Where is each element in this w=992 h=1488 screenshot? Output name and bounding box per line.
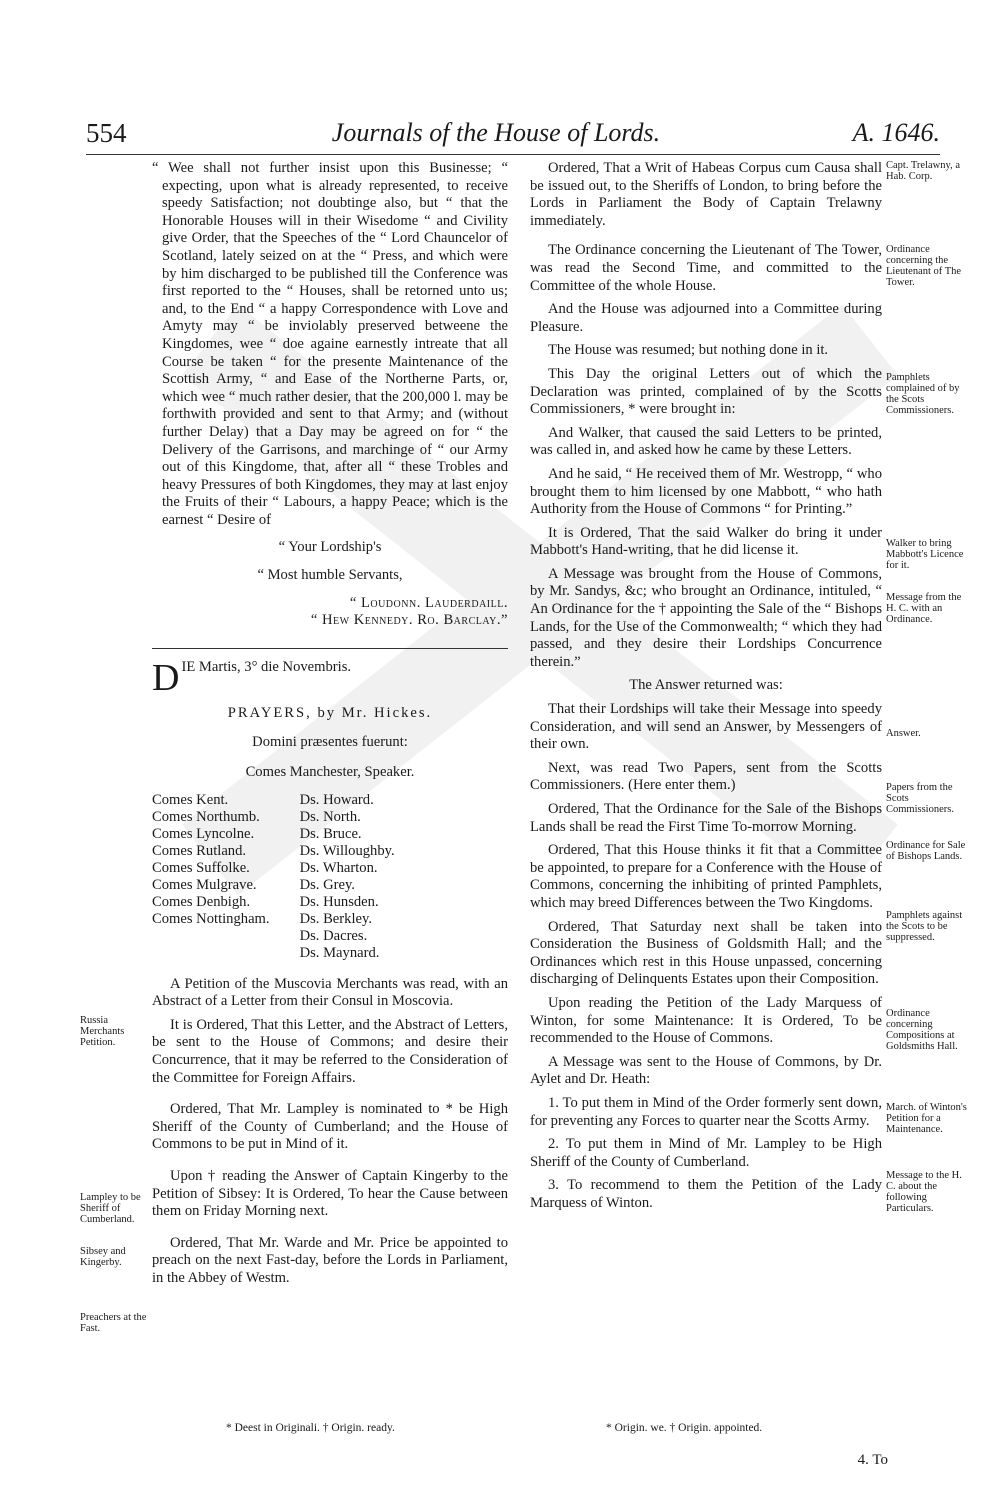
- left-column: [152, 160, 508, 1294]
- margin-note-answer: Answer.: [886, 728, 921, 739]
- list-item: Comes Mulgrave.: [152, 876, 257, 893]
- page-title: Journals of the House of Lords.: [331, 118, 661, 147]
- paragraph-message: A Message was brought from the House of Commons, by Mr. Sandys, &c; who brought an Ordinance, intituled, “ An Ordinance for the † appointing the Sale of the “ Bishops Lands, for the Use of the Commonwealth; “ which they had passed, and they desire their Lordships Concurrence therein.”: [530, 565, 882, 670]
- paragraph-item-3: 3. To recommend to them the Petition of the Lady Marquess of Winton.: [530, 1177, 882, 1211]
- ds-list: [300, 792, 395, 962]
- speaker-line: Comes Manchester, Speaker.: [245, 764, 415, 781]
- paragraph-pamphlets: Ordered, That this House thinks it fit that a Committee be appointed, to prepare for a Conference with the House of Commons, concerning the inhibiting of printed Pamphlets, which may breed Differences between the Two Kingdoms.: [530, 842, 882, 911]
- paragraph-letters: This Day the original Letters out of which the Declaration was printed, complained of by the Scotts Commissioners, * were brought in:: [530, 365, 882, 418]
- paragraph-winton: Upon reading the Petition of the Lady Marquess of Winton, for some Maintenance: It is Ordered, To be recommended to the House of Commons.: [530, 994, 882, 1047]
- margin-note-message-hc: Message from the H. C. with an Ordinance.: [886, 592, 962, 625]
- die-dropcap: D: [152, 658, 180, 695]
- list-item: Ds. Berkley.: [299, 910, 372, 927]
- die-text: IE Martis, 3° die Novembris.: [181, 658, 352, 675]
- paragraph-sibsey: Upon † reading the Answer of Captain Kingerby to the Petition of Sibsey: It is Ordered, To hear the Cause between them on Friday Morning next.: [152, 1167, 508, 1220]
- margin-note-tower: Ordinance concerning the Lieutenant of The Tower.: [886, 244, 962, 288]
- list-item: Ds. North.: [299, 808, 361, 825]
- paragraph-item-1: 1. To put them in Mind of the Order formerly sent down, for preventing any Forces to quarter near the Scotts Army.: [530, 1094, 882, 1129]
- margin-note-pamphlets-suppressed: Pamphlets against the Scots to be suppressed.: [886, 910, 963, 943]
- list-item: Comes Lyncolne.: [152, 825, 255, 842]
- paragraph-lampley: Ordered, That Mr. Lampley is nominated to * be High Sheriff of the County of Cumberland; and the House of Commons to be put in Mind of it.: [152, 1101, 508, 1153]
- margin-note-lampley: Lampley to be Sheriff of Cumberland.: [80, 1192, 141, 1225]
- paragraph-ordered-walker: It is Ordered, That the said Walker do bring it under Mabbott's Hand-writing, that he did license it.: [530, 524, 882, 559]
- list-item: Ds. Howard.: [299, 791, 374, 808]
- paragraph-preachers: Ordered, That Mr. Warde and Mr. Price be appointed to preach on the next Fast-day, before the Lords in Parliament, in the Abbey of Westm.: [152, 1234, 508, 1286]
- paragraph-ordinance-tower: The Ordinance concerning the Lieutenant of The Tower, was read the Second Time, and committed to the Committee of the whole House.: [530, 242, 882, 294]
- margin-note-walker: Walker to bring Mabbott's Licence for it.: [886, 538, 964, 571]
- comes-list: [152, 792, 270, 962]
- letter-humble: “ Most humble Servants,: [257, 567, 403, 584]
- margin-note-winton: March. of Winton's Petition for a Maintenance.: [886, 1102, 967, 1135]
- catchword: 4. To: [857, 1452, 888, 1468]
- list-item: Comes Kent.: [152, 791, 229, 808]
- list-item: Ds. Bruce.: [299, 825, 362, 842]
- margin-note-ord-sale: Ordinance for Sale of Bishops Lands.: [886, 840, 966, 862]
- paragraph-answer-returned: The Answer returned was:: [629, 677, 783, 694]
- letter-text: “ Wee shall not further insist upon this Businesse; “ expecting, upon what is already represented, to receive speedy Satisfaction; not doubtinge also, but “ that the Honorable Houses will in their Wisedome “ and Civility give Order, that the Speeches of the “ Lord Chauncelor of Scotland, lately seized on at the “ Press, and which were by him discharged to be published till the Conference was first reported to the “ Houses, shall be retorned unto us; and, to the End “ a happy Correspondence with Love and Amyty may “ be inviolably preserved betweene the Kingdomes, wee “ doe againe earnestly intreate that all Course be taken “ for the presente Maintenance of the Scottish Army, “ and Ease of the Northerne Parts, or, which wee “ much rather desier, that the 200,000 l. may be forthwith provided and sent to that Army; and (without further Delay) that a Day may be agreed on for “ the Delivery of the Garrisons, and marchinge of “ our Army out of this Kingdome, that, after all “ these Trobles and heavy Pressures of both Kingdomes, they may at last enjoy the Fruits of their “ Labours, a happy Peace; which is the earnest “ Desire of: [152, 160, 508, 528]
- paragraph-ordered-letter: It is Ordered, That this Letter, and the Abstract of Letters, be sent to the House of Commons; and desire their Concurrence, that it may be referred to the Consideration of the Committee for Foreign Affairs.: [152, 1016, 508, 1086]
- signatures-line-2: “ Hew Kennedy. Ro. Barclay.”: [310, 612, 508, 629]
- right-column: [530, 160, 882, 1218]
- footnotes-left: * Deest in Originali. † Origin. ready.: [226, 1422, 395, 1434]
- list-item: Comes Suffolke.: [152, 859, 250, 876]
- list-item: Ds. Dacres.: [299, 927, 368, 944]
- list-item: Comes Nottingham.: [152, 910, 270, 927]
- paragraph-adjourned: And the House was adjourned into a Committee during Pleasure.: [530, 301, 882, 335]
- page-number: 554: [86, 118, 127, 148]
- margin-note-compositions: Ordinance concerning Compositions at Goldsmiths Hall.: [886, 1008, 958, 1052]
- domini-line: Domini præsentes fuerunt:: [252, 734, 408, 751]
- paragraph-writ: Ordered, That a Writ of Habeas Corpus cum Causa shall be issued out, to the Sheriffs of London, to bring before the Lords in Parliament the Body of Captain Trelawny immediately.: [530, 160, 882, 229]
- header-rule: [86, 154, 940, 155]
- footnotes-right: * Origin. we. † Origin. appointed.: [606, 1422, 763, 1434]
- list-item: Ds. Wharton.: [299, 859, 378, 876]
- list-item: Comes Northumb.: [152, 808, 260, 825]
- paragraph-he-said: And he said, “ He received them of Mr. Westropp, “ who brought them to him licensed by one Mabbott, “ who hath Authority from the House of Commons “ for Printing.”: [530, 465, 882, 518]
- die-heading: [152, 659, 508, 695]
- page-year: A. 1646.: [852, 118, 940, 147]
- paragraph-sale: Ordered, That the Ordinance for the Sale of the Bishops Lands shall be read the First Time To-morrow Morning.: [530, 801, 882, 835]
- paragraph-answer: That their Lordships will take their Message into speedy Consideration, and will send an Answer, by Messengers of their own.: [530, 701, 882, 753]
- margin-note-trelawny: Capt. Trelawny, a Hab. Corp.: [886, 160, 960, 182]
- list-item: Comes Rutland.: [152, 842, 247, 859]
- list-item: Ds. Grey.: [299, 876, 355, 893]
- paragraph-russia: A Petition of the Muscovia Merchants was read, with an Abstract of a Letter from their Consul in Moscovia.: [152, 975, 508, 1010]
- list-item: Ds. Maynard.: [299, 944, 380, 961]
- paragraph-message-sent: A Message was sent to the House of Commons, by Dr. Aylet and Dr. Heath:: [530, 1053, 882, 1088]
- paragraph-goldsmith: Ordered, That Saturday next shall be taken into Consideration the Business of Goldsmith Hall; and the Ordinances which rest in this House unpassed, concerning discharging of Delinquents Estates upon their Composition.: [530, 918, 882, 988]
- margin-note-papers: Papers from the Scots Commissioners.: [886, 782, 954, 815]
- prayers-line: PRAYERS, by Mr. Hickes.: [227, 704, 433, 721]
- margin-note-russia: Russia Merchants Petition.: [80, 1015, 125, 1048]
- paragraph-item-2: 2. To put them in Mind of Mr. Lampley to be High Sheriff of the County of Cumberland.: [530, 1136, 882, 1170]
- paragraph-walker: And Walker, that caused the said Letters to be printed, was called in, and asked how he came by these Letters.: [530, 424, 882, 459]
- margin-note-pamphlets-scots: Pamphlets complained of by the Scots Commissioners.: [886, 372, 960, 416]
- page-header: [0, 112, 992, 156]
- paragraph-papers: Next, was read Two Papers, sent from the Scotts Commissioners. (Here enter them.): [530, 759, 882, 794]
- margin-note-message-to: Message to the H. C. about the following Particulars.: [886, 1170, 962, 1214]
- margin-note-preachers: Preachers at the Fast.: [80, 1312, 147, 1334]
- lords-present-list: [152, 792, 508, 962]
- paragraph-resumed: The House was resumed; but nothing done in it.: [548, 342, 829, 359]
- margin-note-sibsey: Sibsey and Kingerby.: [80, 1246, 126, 1268]
- letter-closing: “ Your Lordship's: [278, 539, 382, 556]
- signatures-line-1: “ Loudonn. Lauderdaill.: [349, 594, 508, 611]
- list-item: Ds. Willoughby.: [299, 842, 395, 859]
- list-item: Ds. Hunsden.: [299, 893, 379, 910]
- list-item: Comes Denbigh.: [152, 893, 251, 910]
- section-rule: [152, 648, 508, 649]
